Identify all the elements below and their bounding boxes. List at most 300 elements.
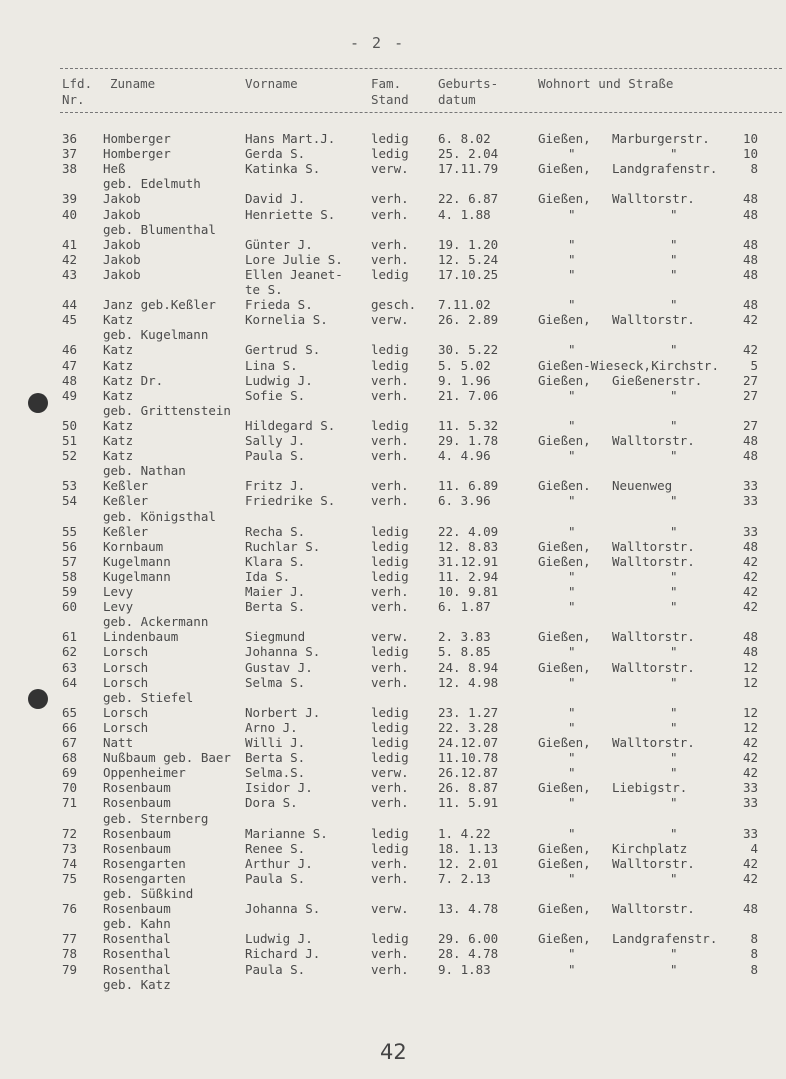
marital-status: ledig bbox=[371, 357, 409, 373]
marital-status: verh. bbox=[371, 236, 409, 252]
birth-date: 6. 3.96 bbox=[438, 493, 491, 509]
place: " bbox=[568, 674, 576, 690]
house-number: 4 bbox=[750, 840, 758, 856]
header-wohnort: Wohnort und Straße bbox=[538, 76, 674, 91]
list-item bbox=[0, 554, 786, 569]
list-item bbox=[0, 312, 786, 327]
house-number: 27 bbox=[742, 372, 758, 388]
surname: Kugelmann bbox=[103, 553, 171, 569]
marital-status: verh. bbox=[371, 206, 409, 222]
marital-status: verh. bbox=[371, 191, 409, 207]
marital-status: verw. bbox=[371, 629, 409, 645]
surname: Jakob bbox=[103, 191, 141, 207]
marital-status: verh. bbox=[371, 478, 409, 494]
first-name: Paula S. bbox=[245, 448, 306, 464]
marital-status: verh. bbox=[371, 448, 409, 464]
list-item bbox=[0, 841, 786, 856]
house-number: 48 bbox=[742, 206, 758, 222]
first-name: Frieda S. bbox=[245, 297, 313, 313]
first-name: Ida S. bbox=[245, 568, 291, 584]
marital-status: ledig bbox=[371, 553, 409, 569]
entry-number: 44 bbox=[62, 297, 78, 313]
street: " bbox=[670, 448, 678, 464]
street: Walltorstr. bbox=[612, 312, 695, 328]
house-number: 48 bbox=[742, 448, 758, 464]
surname: Lindenbaum bbox=[103, 629, 179, 645]
maiden-name: te S. bbox=[245, 282, 283, 297]
street: " bbox=[670, 674, 678, 690]
place: " bbox=[568, 961, 576, 977]
entry-number: 47 bbox=[62, 357, 78, 373]
bottom-number: 42 bbox=[380, 1040, 407, 1064]
entry-number: 56 bbox=[62, 538, 78, 554]
first-name: Marianne S. bbox=[245, 825, 328, 841]
entry-number: 49 bbox=[62, 387, 78, 403]
entry-number: 62 bbox=[62, 644, 78, 660]
place: Gießen, bbox=[538, 131, 591, 146]
surname: Natt bbox=[103, 735, 134, 750]
place: " bbox=[568, 251, 576, 267]
surname: Levy bbox=[103, 584, 134, 599]
marital-status: verh. bbox=[371, 795, 409, 811]
birth-date: 26.12.87 bbox=[438, 765, 499, 781]
place: " bbox=[568, 342, 576, 358]
list-item bbox=[0, 826, 786, 841]
birth-date: 7.11.02 bbox=[438, 297, 491, 313]
entry-number: 64 bbox=[62, 674, 78, 690]
house-number: 12 bbox=[742, 719, 758, 735]
place: " bbox=[568, 870, 576, 886]
first-name: Klara S. bbox=[245, 553, 306, 569]
place: " bbox=[568, 719, 576, 735]
surname: Keßler bbox=[103, 493, 149, 509]
entry-number: 53 bbox=[62, 478, 78, 494]
house-number: 42 bbox=[742, 765, 758, 781]
birth-date: 21. 7.06 bbox=[438, 387, 499, 403]
surname: Lorsch bbox=[103, 644, 149, 660]
birth-date: 11.10.78 bbox=[438, 750, 499, 766]
place: Gießen, bbox=[538, 840, 591, 856]
first-name: Berta S. bbox=[245, 750, 306, 766]
street: Walltorstr. bbox=[612, 855, 695, 871]
surname: Katz bbox=[103, 357, 134, 373]
marital-status: ledig bbox=[371, 523, 409, 539]
entry-number: 51 bbox=[62, 433, 78, 448]
first-name: Hans Mart.J. bbox=[245, 131, 336, 146]
birth-date: 5. 5.02 bbox=[438, 357, 491, 373]
street: " bbox=[670, 297, 678, 313]
list-item bbox=[0, 478, 786, 493]
marital-status: verw. bbox=[371, 901, 409, 917]
street: Gießenerstr. bbox=[612, 372, 703, 388]
street: " bbox=[670, 704, 678, 720]
marital-status: verh. bbox=[371, 251, 409, 267]
house-number: 42 bbox=[742, 568, 758, 584]
place: " bbox=[568, 297, 576, 313]
marital-status: verh. bbox=[371, 780, 409, 796]
marital-status: ledig bbox=[371, 568, 409, 584]
entry-number: 57 bbox=[62, 553, 78, 569]
header-fam: Fam. bbox=[371, 76, 402, 91]
header-lfd: Lfd. bbox=[62, 76, 93, 91]
surname: Rosengarten bbox=[103, 870, 186, 886]
surname: Homberger bbox=[103, 146, 171, 162]
street: " bbox=[670, 206, 678, 222]
first-name: Johanna S. bbox=[245, 644, 321, 660]
first-name: Lore Julie S. bbox=[245, 251, 343, 267]
list-item bbox=[0, 433, 786, 448]
surname: Keßler bbox=[103, 478, 149, 494]
entry-number: 52 bbox=[62, 448, 78, 464]
street: Walltorstr. bbox=[612, 538, 695, 554]
surname: Katz bbox=[103, 417, 134, 433]
list-item bbox=[0, 599, 786, 614]
list-item bbox=[0, 584, 786, 599]
surname: Heß bbox=[103, 161, 126, 177]
list-item bbox=[0, 780, 786, 795]
birth-date: 13. 4.78 bbox=[438, 901, 499, 917]
list-item bbox=[0, 946, 786, 961]
marital-status: ledig bbox=[371, 750, 409, 766]
entry-number: 54 bbox=[62, 493, 78, 509]
entry-number: 67 bbox=[62, 735, 78, 750]
birth-date: 11. 2.94 bbox=[438, 568, 499, 584]
house-number: 48 bbox=[742, 266, 758, 282]
first-name: Katinka S. bbox=[245, 161, 321, 177]
surname: Rosengarten bbox=[103, 855, 186, 871]
place: " bbox=[568, 236, 576, 252]
house-number: 33 bbox=[742, 795, 758, 811]
list-item bbox=[0, 146, 786, 161]
street: Walltorstr. bbox=[612, 901, 695, 917]
entry-number: 66 bbox=[62, 719, 78, 735]
place: Gießen, bbox=[538, 855, 591, 871]
birth-date: 12. 8.83 bbox=[438, 538, 499, 554]
entry-number: 76 bbox=[62, 901, 78, 917]
street: Neuenweg bbox=[612, 478, 673, 494]
surname: Rosenbaum bbox=[103, 780, 171, 796]
header-stand: Stand bbox=[371, 92, 409, 107]
house-number: 12 bbox=[742, 704, 758, 720]
first-name: Arthur J. bbox=[245, 855, 313, 871]
maiden-name: geb. Nathan bbox=[103, 463, 186, 479]
first-name: Willi J. bbox=[245, 735, 306, 750]
marital-status: verh. bbox=[371, 372, 409, 388]
street: Walltorstr. bbox=[612, 659, 695, 675]
house-number: 33 bbox=[742, 825, 758, 841]
marital-status: ledig bbox=[371, 719, 409, 735]
surname: Keßler bbox=[103, 523, 149, 539]
first-name: Lina S. bbox=[245, 357, 298, 373]
list-item bbox=[0, 856, 786, 871]
birth-date: 11. 6.89 bbox=[438, 478, 499, 494]
house-number: 48 bbox=[742, 629, 758, 645]
birth-date: 26. 2.89 bbox=[438, 312, 499, 328]
first-name: Renee S. bbox=[245, 840, 306, 856]
place: Gießen, bbox=[538, 901, 591, 917]
first-name: Sally J. bbox=[245, 433, 306, 448]
house-number: 8 bbox=[750, 961, 758, 977]
marital-status: ledig bbox=[371, 146, 409, 162]
list-item bbox=[0, 267, 786, 282]
list-item bbox=[0, 524, 786, 539]
birth-date: 31.12.91 bbox=[438, 553, 499, 569]
place: Gießen, bbox=[538, 659, 591, 675]
header-rule-bottom bbox=[60, 112, 782, 113]
entry-number: 72 bbox=[62, 825, 78, 841]
street: Walltorstr. bbox=[612, 433, 695, 448]
first-name: Selma.S. bbox=[245, 765, 306, 781]
street: " bbox=[670, 387, 678, 403]
place: " bbox=[568, 644, 576, 660]
entry-number: 68 bbox=[62, 750, 78, 766]
house-number: 10 bbox=[742, 131, 758, 146]
place: " bbox=[568, 387, 576, 403]
house-number: 10 bbox=[742, 146, 758, 162]
list-item bbox=[0, 735, 786, 750]
marital-status: verw. bbox=[371, 161, 409, 177]
street: " bbox=[670, 266, 678, 282]
house-number: 27 bbox=[742, 387, 758, 403]
entry-number: 45 bbox=[62, 312, 78, 328]
marital-status: verh. bbox=[371, 433, 409, 448]
birth-date: 9. 1.96 bbox=[438, 372, 491, 388]
surname: Kugelmann bbox=[103, 568, 171, 584]
first-name: Norbert J. bbox=[245, 704, 321, 720]
birth-date: 6. 1.87 bbox=[438, 599, 491, 615]
entry-number: 65 bbox=[62, 704, 78, 720]
entry-number: 63 bbox=[62, 659, 78, 675]
first-name: Günter J. bbox=[245, 236, 313, 252]
marital-status: verw. bbox=[371, 312, 409, 328]
list-item bbox=[0, 373, 786, 388]
birth-date: 4. 1.88 bbox=[438, 206, 491, 222]
place: Gießen, bbox=[538, 553, 591, 569]
street: " bbox=[670, 765, 678, 781]
place: Gießen, bbox=[538, 161, 591, 177]
place: Gießen. bbox=[538, 478, 591, 494]
list-item bbox=[0, 720, 786, 735]
street: Landgrafenstr. bbox=[612, 931, 718, 947]
entry-number: 39 bbox=[62, 191, 78, 207]
entry-number: 48 bbox=[62, 372, 78, 388]
street: " bbox=[670, 599, 678, 615]
maiden-name: geb. Stiefel bbox=[103, 689, 194, 705]
surname: Katz Dr. bbox=[103, 372, 164, 388]
birth-date: 7. 2.13 bbox=[438, 870, 491, 886]
birth-date: 24. 8.94 bbox=[438, 659, 499, 675]
birth-date: 29. 1.78 bbox=[438, 433, 499, 448]
first-name: Fritz J. bbox=[245, 478, 306, 494]
list-item bbox=[0, 207, 786, 222]
surname: Katz bbox=[103, 448, 134, 464]
first-name: Paula S. bbox=[245, 961, 306, 977]
first-name: Johanna S. bbox=[245, 901, 321, 917]
birth-date: 17.11.79 bbox=[438, 161, 499, 177]
birth-date: 6. 8.02 bbox=[438, 131, 491, 146]
house-number: 33 bbox=[742, 493, 758, 509]
birth-date: 17.10.25 bbox=[438, 266, 499, 282]
place: Gießen, bbox=[538, 191, 591, 207]
birth-date: 12. 4.98 bbox=[438, 674, 499, 690]
house-number: 48 bbox=[742, 297, 758, 313]
surname: Oppenheimer bbox=[103, 765, 186, 781]
entry-number: 69 bbox=[62, 765, 78, 781]
entry-number: 50 bbox=[62, 417, 78, 433]
street: " bbox=[670, 961, 678, 977]
house-number: 42 bbox=[742, 584, 758, 599]
birth-date: 25. 2.04 bbox=[438, 146, 499, 162]
entry-number: 70 bbox=[62, 780, 78, 796]
first-name: Siegmund bbox=[245, 629, 306, 645]
house-number: 8 bbox=[750, 931, 758, 947]
entry-number: 74 bbox=[62, 855, 78, 871]
surname: Lorsch bbox=[103, 674, 149, 690]
street: Walltorstr. bbox=[612, 735, 695, 750]
place: " bbox=[568, 704, 576, 720]
marital-status: verh. bbox=[371, 961, 409, 977]
house-number: 33 bbox=[742, 478, 758, 494]
surname: Kornbaum bbox=[103, 538, 164, 554]
surname: Katz bbox=[103, 433, 134, 448]
first-name: Ludwig J. bbox=[245, 372, 313, 388]
surname: Katz bbox=[103, 342, 134, 358]
surname: Rosenbaum bbox=[103, 795, 171, 811]
first-name: Gerda S. bbox=[245, 146, 306, 162]
street: Kirchstr. bbox=[651, 357, 719, 373]
entry-number: 60 bbox=[62, 599, 78, 615]
house-number: 8 bbox=[750, 946, 758, 962]
place: " bbox=[568, 765, 576, 781]
marital-status: ledig bbox=[371, 840, 409, 856]
street: " bbox=[670, 719, 678, 735]
header-zuname: Zuname bbox=[110, 76, 156, 91]
list-item bbox=[0, 539, 786, 554]
house-number: 42 bbox=[742, 599, 758, 615]
surname: Rosenthal bbox=[103, 946, 171, 962]
place: " bbox=[568, 448, 576, 464]
place: " bbox=[568, 568, 576, 584]
house-number: 12 bbox=[742, 659, 758, 675]
marital-status: ledig bbox=[371, 704, 409, 720]
birth-date: 22. 6.87 bbox=[438, 191, 499, 207]
street: " bbox=[670, 644, 678, 660]
place: Gießen-Wieseck, bbox=[538, 357, 651, 373]
list-item bbox=[0, 660, 786, 675]
entry-number: 38 bbox=[62, 161, 78, 177]
place: " bbox=[568, 584, 576, 599]
first-name: Gertrud S. bbox=[245, 342, 321, 358]
list-item bbox=[0, 931, 786, 946]
street: Liebigstr. bbox=[612, 780, 688, 796]
list-item bbox=[0, 901, 786, 916]
list-item bbox=[0, 705, 786, 720]
house-number: 42 bbox=[742, 870, 758, 886]
house-number: 48 bbox=[742, 644, 758, 660]
street: Walltorstr. bbox=[612, 629, 695, 645]
first-name: Dora S. bbox=[245, 795, 298, 811]
house-number: 8 bbox=[750, 161, 758, 177]
entry-number: 46 bbox=[62, 342, 78, 358]
surname: Lorsch bbox=[103, 704, 149, 720]
place: " bbox=[568, 946, 576, 962]
place: Gießen, bbox=[538, 433, 591, 448]
entry-number: 37 bbox=[62, 146, 78, 162]
birth-date: 19. 1.20 bbox=[438, 236, 499, 252]
place: Gießen, bbox=[538, 312, 591, 328]
marital-status: verh. bbox=[371, 659, 409, 675]
house-number: 42 bbox=[742, 312, 758, 328]
birth-date: 11. 5.91 bbox=[438, 795, 499, 811]
marital-status: ledig bbox=[371, 931, 409, 947]
list-item bbox=[0, 388, 786, 403]
list-item bbox=[0, 493, 786, 508]
house-number: 33 bbox=[742, 780, 758, 796]
house-number: 42 bbox=[742, 342, 758, 358]
first-name: Ellen Jeanet- bbox=[245, 266, 343, 282]
first-name: Gustav J. bbox=[245, 659, 313, 675]
house-number: 12 bbox=[742, 674, 758, 690]
list-item bbox=[0, 871, 786, 886]
street: Landgrafenstr. bbox=[612, 161, 718, 177]
street: " bbox=[670, 342, 678, 358]
header-nr: Nr. bbox=[62, 92, 85, 107]
birth-date: 11. 5.32 bbox=[438, 417, 499, 433]
first-name: Friedrike S. bbox=[245, 493, 336, 509]
birth-date: 12. 5.24 bbox=[438, 251, 499, 267]
street: " bbox=[670, 750, 678, 766]
surname: Katz bbox=[103, 312, 134, 328]
list-item bbox=[0, 342, 786, 357]
entry-number: 61 bbox=[62, 629, 78, 645]
first-name: Berta S. bbox=[245, 599, 306, 615]
list-item bbox=[0, 297, 786, 312]
entry-number: 77 bbox=[62, 931, 78, 947]
entry-number: 43 bbox=[62, 266, 78, 282]
house-number: 48 bbox=[742, 236, 758, 252]
place: " bbox=[568, 417, 576, 433]
maiden-name: geb. Grittenstein bbox=[103, 402, 231, 418]
first-name: Ruchlar S. bbox=[245, 538, 321, 554]
street: " bbox=[670, 584, 678, 599]
surname: Homberger bbox=[103, 131, 171, 146]
list-item bbox=[0, 252, 786, 267]
marital-status: verh. bbox=[371, 493, 409, 509]
surname: Rosenbaum bbox=[103, 901, 171, 917]
list-item bbox=[0, 629, 786, 644]
marital-status: ledig bbox=[371, 417, 409, 433]
birth-date: 4. 4.96 bbox=[438, 448, 491, 464]
list-item bbox=[0, 131, 786, 146]
marital-status: verh. bbox=[371, 674, 409, 690]
surname: Lorsch bbox=[103, 659, 149, 675]
list-item bbox=[0, 644, 786, 659]
birth-date: 29. 6.00 bbox=[438, 931, 499, 947]
place: " bbox=[568, 493, 576, 509]
surname: Rosenthal bbox=[103, 931, 171, 947]
house-number: 48 bbox=[742, 901, 758, 917]
place: Gießen, bbox=[538, 538, 591, 554]
list-item bbox=[0, 358, 786, 373]
place: " bbox=[568, 795, 576, 811]
house-number: 48 bbox=[742, 538, 758, 554]
list-item bbox=[0, 795, 786, 810]
first-name: Recha S. bbox=[245, 523, 306, 539]
marital-status: ledig bbox=[371, 342, 409, 358]
place: " bbox=[568, 266, 576, 282]
surname: Rosenthal bbox=[103, 961, 171, 977]
place: " bbox=[568, 206, 576, 222]
